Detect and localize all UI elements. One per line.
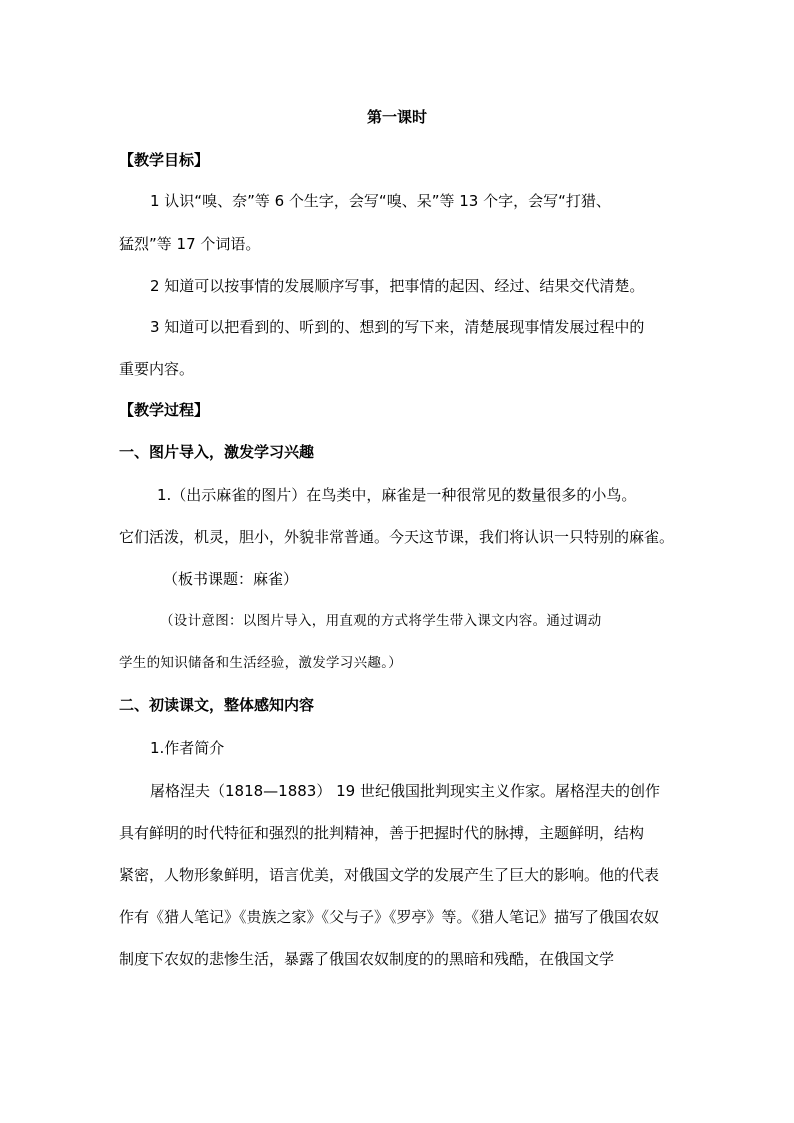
goals-heading: 【教学目标】	[119, 151, 210, 169]
part2-heading: 二、初读课文，整体感知内容	[119, 696, 315, 714]
part2-line-1: 屠格涅夫（1818—1883） 19 世纪俄国批判现实主义作家。屠格涅夫的创作	[150, 782, 660, 800]
process-heading: 【教学过程】	[119, 401, 210, 419]
page-title: 第一课时	[366, 108, 427, 126]
goal-line-2: 猛烈”等 17 个词语。	[119, 235, 261, 253]
part1-board-title: （板书课题：麻雀）	[163, 570, 299, 588]
goal-line-3: 2 知道可以按事情的发展顺序写事，把事情的起因、经过、结果交代清楚。	[150, 277, 645, 295]
part2-line-5: 制度下农奴的悲惨生活，暴露了俄国农奴制度的的黑暗和残酷，在俄国文学	[119, 950, 615, 968]
goal-line-1: 1 认识“嗅、奈”等 6 个生字，会写“嗅、呆”等 13 个字，会写“打猎、	[150, 192, 611, 210]
goal-line-5: 重要内容。	[119, 360, 195, 378]
design-intent-line-1: （设计意图：以图片导入，用直观的方式将学生带入课文内容。通过调动	[160, 613, 602, 629]
part1-heading: 一、图片导入，激发学习兴趣	[119, 443, 315, 461]
goal-line-4: 3 知道可以把看到的、听到的、想到的写下来，清楚展现事情发展过程中的	[150, 318, 645, 336]
design-intent-line-2: 学生的知识储备和生活经验，激发学习兴趣。）	[119, 655, 403, 671]
part2-subheading: 1.作者简介	[150, 739, 225, 757]
part1-line-2: 它们活泼，机灵，胆小，外貌非常普通。今天这节课，我们将认识一只特别的麻雀。	[119, 528, 675, 546]
part1-line-1: 1.（出示麻雀的图片）在鸟类中，麻雀是一种很常见的数量很多的小鸟。	[157, 486, 637, 504]
part2-line-4: 作有《猎人笔记》《贵族之家》《父与子》《罗亭》等。《猎人笔记》描写了俄国农奴	[119, 908, 660, 926]
part2-line-2: 具有鲜明的时代特征和强烈的批判精神，善于把握时代的脉搏，主题鲜明，结构	[119, 824, 645, 842]
part2-line-3: 紧密，人物形象鲜明，语言优美，对俄国文学的发展产生了巨大的影响。他的代表	[119, 866, 660, 884]
